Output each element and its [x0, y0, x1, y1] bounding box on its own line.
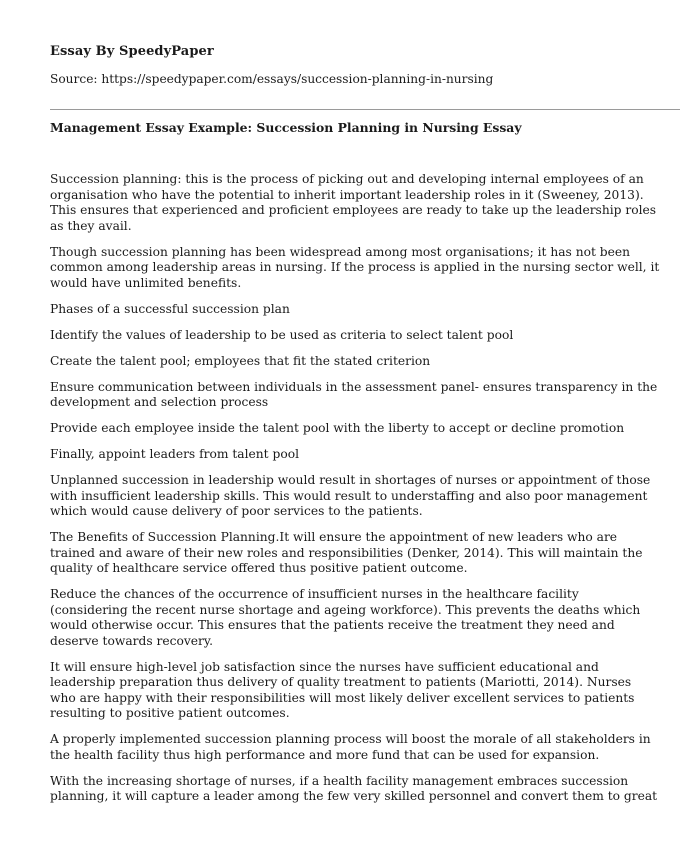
paragraph: Though succession planning has been widespread among most organisations; it has not been common among leadership areas in nursing. If the process is applied in the nursing sector well, it would have unlimited benefits. — [50, 244, 660, 290]
source-line: Source: https://speedypaper.com/essays/succession-planning-in-nursing — [50, 72, 494, 86]
paragraph: Finally, appoint leaders from talent pool — [50, 447, 299, 461]
essay-title: Management Essay Example: Succession Planning in Nursing Essay — [50, 120, 522, 135]
paragraph: Provide each employee inside the talent pool with the liberty to accept or decline promotion — [50, 421, 625, 435]
paragraph: Create the talent pool; employees that fit the stated criterion — [50, 353, 431, 368]
paragraph: The Benefits of Succession Planning.It will ensure the appointment of new leaders who are trained and aware of their new roles and responsibilities (Denker, 2014). This will maintain the quality of healthcare service offered thus positive patient outcome. — [50, 530, 643, 575]
paragraph: A properly implemented succession planning process will boost the morale of all stakeholders in the health facility thus high performance and more fund that can be used for expansion. — [50, 732, 651, 762]
paragraph: With the increasing shortage of nurses, if a health facility management embraces succession planning, it will capture a leader among the few very skilled personnel and convert them to great — [50, 773, 658, 803]
essay-body — [50, 172, 660, 815]
paragraph: Identify the values of leadership to be used as criteria to select talent pool — [50, 327, 514, 342]
site-title: Essay By SpeedyPaper — [50, 44, 214, 59]
paragraph: Succession planning: this is the process of picking out and developing internal employees of an organisation who have the potential to inherit important leadership roles in it (Sweeney, 2013). This ensures that experienced and proficient employees are ready to take up the leadership roles as they avail. — [50, 172, 657, 233]
header-divider — [50, 109, 680, 110]
paragraph: It will ensure high-level job satisfaction since the nurses have sufficient educational and leadership preparation thus delivery of quality treatment to patients (Mariotti, 2014). Nurses who are happy with their responsibilities will most likely deliver excellent services to patients resulting to positive patient outcomes. — [50, 659, 635, 720]
paragraph: Unplanned succession in leadership would result in shortages of nurses or appointment of those with insufficient leadership skills. This would result to understaffing and also poor management which would cause delivery of poor services to the patients. — [50, 473, 651, 518]
paragraph: Phases of a successful succession plan — [50, 301, 290, 316]
paragraph: Reduce the chances of the occurrence of insufficient nurses in the healthcare facility (considering the recent nurse shortage and ageing workforce). This prevents the deaths which would otherwise occur. This ensures that the patients receive the treatment they need and deserve towards recovery. — [50, 587, 641, 648]
paragraph: Ensure communication between individuals in the assessment panel- ensures transparency in the development and selection process — [50, 379, 658, 409]
